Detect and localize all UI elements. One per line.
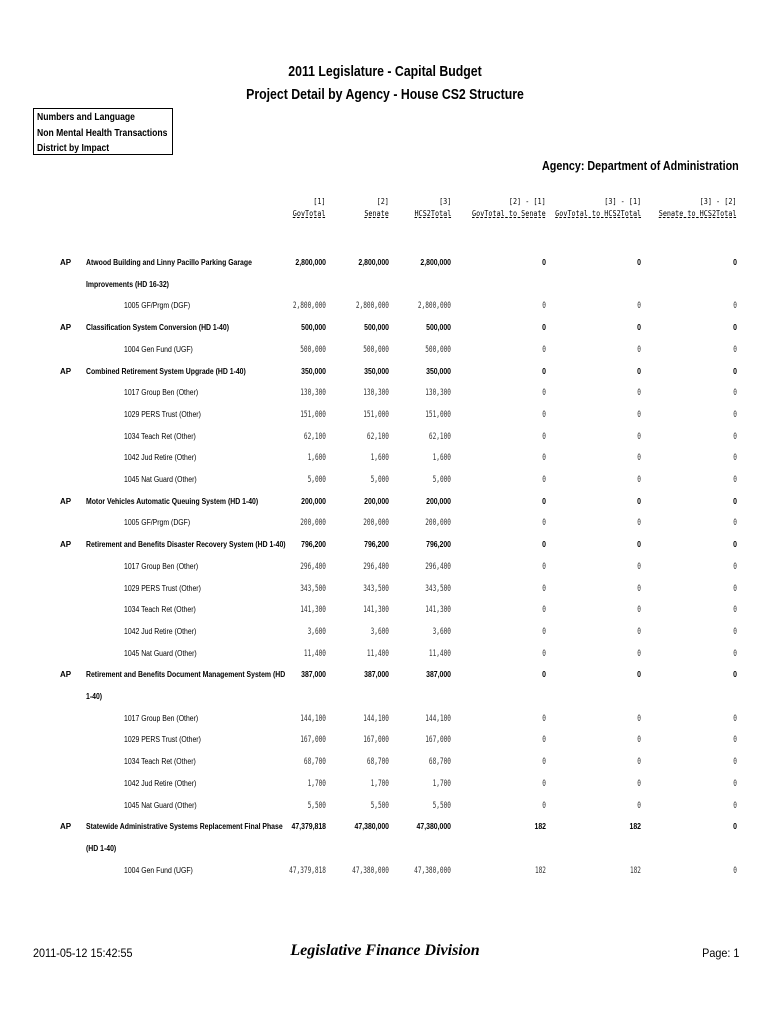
- amount-cell: 1,700: [370, 778, 389, 789]
- fund-row: [0, 475, 770, 489]
- amount-cell: 141,300: [300, 605, 326, 616]
- column-label: Senate: [364, 209, 389, 218]
- fund-source-label: 1042 Jud Retire (Other): [124, 626, 197, 636]
- fund-source-label: 1029 PERS Trust (Other): [124, 409, 201, 419]
- filter-line: Numbers and Language: [37, 112, 135, 123]
- amount-cell: 0: [733, 626, 737, 637]
- amount-cell: 0: [637, 409, 641, 420]
- amount-cell: 0: [542, 670, 546, 680]
- project-name: Motor Vehicles Automatic Queuing System (HD 1-40): [86, 496, 259, 506]
- amount-cell: 0: [637, 323, 641, 333]
- amount-cell: 151,000: [363, 409, 389, 420]
- amount-cell: 47,380,000: [352, 865, 389, 876]
- amount-cell: 2,800,000: [292, 301, 326, 312]
- amount-cell: 0: [733, 344, 737, 355]
- amount-cell: 350,000: [426, 366, 451, 376]
- amount-cell: 5,500: [370, 800, 389, 811]
- fund-row: [0, 605, 770, 619]
- appropriation-code: AP: [60, 258, 72, 267]
- amount-cell: 130,300: [300, 388, 326, 399]
- project-name: (HD 1-40): [86, 843, 117, 853]
- fund-row: [0, 410, 770, 424]
- fund-row: [0, 301, 770, 315]
- amount-cell: 47,380,000: [354, 822, 389, 832]
- filter-box: [33, 108, 173, 155]
- amount-cell: 0: [637, 713, 641, 724]
- fund-source-label: 1004 Gen Fund (UGF): [124, 344, 193, 354]
- column-number: [3] - [2]: [700, 197, 737, 206]
- amount-cell: 3,600: [307, 626, 326, 637]
- amount-cell: 0: [733, 800, 737, 811]
- fund-source-label: 1017 Group Ben (Other): [124, 713, 199, 723]
- amount-cell: 130,300: [363, 388, 389, 399]
- amount-cell: 0: [542, 626, 546, 637]
- filter-line: Non Mental Health Transactions: [37, 127, 168, 139]
- appropriation-code: AP: [60, 822, 72, 832]
- amount-cell: 500,000: [426, 323, 451, 333]
- amount-cell: 0: [733, 670, 737, 680]
- amount-cell: 0: [542, 583, 546, 594]
- amount-cell: 0: [733, 496, 737, 506]
- amount-cell: 0: [733, 540, 737, 550]
- amount-cell: 167,000: [425, 735, 451, 746]
- amount-cell: 144,100: [425, 713, 451, 724]
- project-continuation-row: [0, 692, 770, 706]
- amount-cell: 343,500: [425, 583, 451, 594]
- amount-cell: 62,100: [428, 431, 451, 442]
- fund-source-label: 1017 Group Ben (Other): [124, 561, 199, 571]
- amount-cell: 0: [637, 540, 641, 550]
- fund-row: [0, 584, 770, 598]
- amount-cell: 2,800,000: [420, 258, 451, 267]
- column-header: [293, 196, 326, 220]
- amount-cell: 62,100: [303, 431, 326, 442]
- amount-cell: 182: [534, 822, 546, 832]
- amount-cell: 0: [637, 800, 641, 811]
- amount-cell: 130,300: [425, 388, 451, 399]
- amount-cell: 0: [542, 431, 546, 442]
- amount-cell: 47,380,000: [414, 865, 451, 876]
- fund-source-label: 1034 Teach Ret (Other): [124, 431, 196, 441]
- project-row: [0, 540, 770, 554]
- amount-cell: 343,500: [363, 583, 389, 594]
- amount-cell: 0: [733, 735, 737, 746]
- amount-cell: 0: [637, 496, 641, 506]
- fund-row: [0, 779, 770, 793]
- column-header: [659, 196, 737, 220]
- amount-cell: 343,500: [300, 583, 326, 594]
- amount-cell: 500,000: [363, 344, 389, 355]
- amount-cell: 0: [542, 518, 546, 529]
- amount-cell: 387,000: [301, 670, 326, 680]
- amount-cell: 0: [542, 475, 546, 485]
- amount-cell: 1,700: [432, 778, 451, 789]
- amount-cell: 500,000: [425, 344, 451, 355]
- amount-cell: 500,000: [364, 323, 389, 333]
- amount-cell: 141,300: [363, 605, 389, 616]
- amount-cell: 296,400: [363, 561, 389, 572]
- project-name: Combined Retirement System Upgrade (HD 1-40): [86, 366, 246, 376]
- amount-cell: 182: [629, 822, 641, 832]
- amount-cell: 11,400: [366, 648, 389, 659]
- amount-cell: 0: [733, 323, 737, 333]
- amount-cell: 296,400: [300, 561, 326, 572]
- amount-cell: 796,200: [364, 540, 389, 550]
- amount-cell: 0: [637, 475, 641, 485]
- column-header: [414, 196, 451, 220]
- column-label: GovTotal: [293, 209, 326, 218]
- amount-cell: 0: [542, 605, 546, 616]
- amount-cell: 47,379,818: [291, 822, 326, 832]
- amount-cell: 796,200: [301, 540, 326, 550]
- column-number: [2]: [376, 197, 389, 206]
- project-name: Classification System Conversion (HD 1-40): [86, 323, 230, 333]
- amount-cell: 3,600: [370, 626, 389, 637]
- report-timestamp: 2011-05-12 15:42:55: [33, 946, 133, 960]
- fund-row: [0, 714, 770, 728]
- fund-row: [0, 345, 770, 359]
- amount-cell: 0: [542, 366, 546, 376]
- project-name: Improvements (HD 16-32): [86, 279, 169, 289]
- amount-cell: 387,000: [364, 670, 389, 680]
- filter-line: District by Impact: [37, 143, 110, 154]
- fund-row: [0, 735, 770, 749]
- amount-cell: 0: [733, 757, 737, 768]
- amount-cell: 0: [542, 735, 546, 746]
- amount-cell: 0: [733, 605, 737, 616]
- amount-cell: 0: [637, 626, 641, 637]
- project-name: Atwood Building and Linny Pacillo Parking Garage: [86, 258, 252, 267]
- amount-cell: 0: [542, 713, 546, 724]
- amount-cell: 0: [733, 475, 737, 485]
- amount-cell: 144,100: [363, 713, 389, 724]
- project-name: Statewide Administrative Systems Replacement Final Phase: [86, 822, 283, 832]
- amount-cell: 200,000: [426, 496, 451, 506]
- project-row: [0, 670, 770, 684]
- report-subtitle: Project Detail by Agency - House CS2 Structure: [246, 86, 524, 103]
- amount-cell: 0: [542, 648, 546, 659]
- amount-cell: 0: [637, 518, 641, 529]
- amount-cell: 200,000: [300, 518, 326, 529]
- amount-cell: 182: [534, 865, 546, 876]
- amount-cell: 2,800,000: [417, 301, 451, 312]
- amount-cell: 0: [637, 605, 641, 616]
- amount-cell: 387,000: [426, 670, 451, 680]
- report-title: 2011 Legislature - Capital Budget: [288, 63, 482, 80]
- amount-cell: 200,000: [301, 496, 326, 506]
- amount-cell: 0: [733, 778, 737, 789]
- column-label: Senate to HCS2Total: [659, 209, 737, 218]
- amount-cell: 1,600: [432, 453, 451, 464]
- fund-source-label: 1042 Jud Retire (Other): [124, 778, 197, 788]
- column-number: [3]: [438, 197, 451, 206]
- amount-cell: 0: [733, 865, 737, 876]
- amount-cell: 47,380,000: [416, 822, 451, 832]
- amount-cell: 0: [542, 496, 546, 506]
- amount-cell: 151,000: [300, 409, 326, 420]
- fund-source-label: 1042 Jud Retire (Other): [124, 453, 197, 463]
- amount-cell: 0: [542, 409, 546, 420]
- project-row: [0, 822, 770, 836]
- fund-row: [0, 518, 770, 532]
- amount-cell: 0: [542, 323, 546, 333]
- column-header: [472, 196, 546, 220]
- amount-cell: 0: [733, 453, 737, 464]
- amount-cell: 500,000: [300, 344, 326, 355]
- amount-cell: 0: [733, 561, 737, 572]
- amount-cell: 200,000: [364, 496, 389, 506]
- fund-source-label: 1045 Nat Guard (Other): [124, 800, 197, 810]
- amount-cell: 0: [733, 713, 737, 724]
- amount-cell: 0: [542, 453, 546, 464]
- amount-cell: 0: [637, 453, 641, 464]
- amount-cell: 1,700: [307, 778, 326, 789]
- amount-cell: 5,500: [307, 800, 326, 811]
- amount-cell: 0: [637, 561, 641, 572]
- appropriation-code: AP: [60, 323, 72, 333]
- amount-cell: 144,100: [300, 713, 326, 724]
- amount-cell: 5,000: [307, 475, 326, 485]
- amount-cell: 151,000: [425, 409, 451, 420]
- amount-cell: 296,400: [425, 561, 451, 572]
- amount-cell: 2,800,000: [295, 258, 326, 267]
- fund-row: [0, 866, 770, 880]
- fund-source-label: 1005 GF/Prgm (DGF): [124, 301, 191, 311]
- amount-cell: 0: [733, 648, 737, 659]
- amount-cell: 0: [733, 518, 737, 529]
- amount-cell: 5,500: [432, 800, 451, 811]
- amount-cell: 200,000: [425, 518, 451, 529]
- fund-source-label: 1034 Teach Ret (Other): [124, 757, 196, 767]
- amount-cell: 68,700: [303, 757, 326, 768]
- project-name: Retirement and Benefits Disaster Recovery System (HD 1-40): [86, 540, 286, 550]
- amount-cell: 2,800,000: [358, 258, 389, 267]
- amount-cell: 47,379,818: [289, 865, 326, 876]
- appropriation-code: AP: [60, 540, 72, 550]
- project-continuation-row: [0, 280, 770, 294]
- amount-cell: 0: [637, 301, 641, 312]
- amount-cell: 0: [733, 301, 737, 312]
- column-header: [364, 196, 389, 220]
- amount-cell: 0: [637, 735, 641, 746]
- amount-cell: 3,600: [432, 626, 451, 637]
- amount-cell: 0: [542, 388, 546, 399]
- column-label: GovTotal to Senate: [472, 209, 546, 218]
- amount-cell: 68,700: [428, 757, 451, 768]
- fund-row: [0, 627, 770, 641]
- amount-cell: 0: [637, 258, 641, 267]
- amount-cell: 0: [733, 583, 737, 594]
- amount-cell: 0: [542, 344, 546, 355]
- column-number: [1]: [313, 197, 326, 206]
- amount-cell: 167,000: [363, 735, 389, 746]
- amount-cell: 1,600: [370, 453, 389, 464]
- amount-cell: 68,700: [366, 757, 389, 768]
- amount-cell: 0: [733, 366, 737, 376]
- fund-source-label: 1004 Gen Fund (UGF): [124, 865, 193, 875]
- project-name: 1-40): [86, 692, 103, 701]
- amount-cell: 350,000: [364, 366, 389, 376]
- amount-cell: 0: [542, 757, 546, 768]
- column-label: GovTotal to HCS2Total: [555, 209, 641, 218]
- amount-cell: 0: [637, 583, 641, 594]
- amount-cell: 200,000: [363, 518, 389, 529]
- amount-cell: 5,000: [370, 475, 389, 485]
- project-row: [0, 497, 770, 511]
- amount-cell: 0: [542, 258, 546, 267]
- column-label: HCS2Total: [414, 209, 451, 218]
- fund-source-label: 1045 Nat Guard (Other): [124, 475, 197, 484]
- division-signature: Legislative Finance Division: [290, 942, 480, 959]
- fund-row: [0, 562, 770, 576]
- project-row: [0, 367, 770, 381]
- amount-cell: 0: [637, 670, 641, 680]
- amount-cell: 11,400: [303, 648, 326, 659]
- amount-cell: 1,600: [307, 453, 326, 464]
- appropriation-code: AP: [60, 496, 72, 506]
- fund-row: [0, 801, 770, 815]
- agency-name: Agency: Department of Administration: [542, 159, 739, 173]
- amount-cell: 0: [637, 344, 641, 355]
- fund-row: [0, 453, 770, 467]
- fund-source-label: 1034 Teach Ret (Other): [124, 605, 196, 615]
- amount-cell: 0: [637, 757, 641, 768]
- column-header: [555, 196, 641, 220]
- amount-cell: 2,800,000: [355, 301, 389, 312]
- fund-row: [0, 388, 770, 402]
- amount-cell: 0: [637, 366, 641, 376]
- amount-cell: 0: [637, 648, 641, 659]
- amount-cell: 0: [637, 431, 641, 442]
- fund-row: [0, 649, 770, 663]
- column-number: [3] - [1]: [604, 197, 641, 206]
- fund-source-label: 1017 Group Ben (Other): [124, 388, 199, 398]
- amount-cell: 0: [637, 778, 641, 789]
- amount-cell: 0: [733, 258, 737, 267]
- amount-cell: 0: [637, 388, 641, 399]
- amount-cell: 182: [629, 865, 641, 876]
- appropriation-code: AP: [60, 670, 72, 680]
- project-row: [0, 323, 770, 337]
- project-name: Retirement and Benefits Document Management System (HD: [86, 670, 286, 680]
- fund-source-label: 1005 GF/Prgm (DGF): [124, 518, 191, 528]
- project-row: [0, 258, 770, 272]
- project-continuation-row: [0, 844, 770, 858]
- amount-cell: 5,000: [432, 475, 451, 485]
- amount-cell: 350,000: [301, 366, 326, 376]
- column-number: [2] - [1]: [509, 197, 546, 206]
- fund-row: [0, 432, 770, 446]
- amount-cell: 0: [733, 431, 737, 442]
- appropriation-code: AP: [60, 366, 72, 376]
- amount-cell: 167,000: [300, 735, 326, 746]
- amount-cell: 796,200: [426, 540, 451, 550]
- amount-cell: 0: [542, 778, 546, 789]
- fund-source-label: 1029 PERS Trust (Other): [124, 735, 201, 745]
- amount-cell: 0: [733, 388, 737, 399]
- amount-cell: 141,300: [425, 605, 451, 616]
- amount-cell: 62,100: [366, 431, 389, 442]
- fund-row: [0, 757, 770, 771]
- page-number: Page: 1: [701, 946, 739, 960]
- amount-cell: 0: [733, 409, 737, 420]
- amount-cell: 0: [542, 561, 546, 572]
- fund-source-label: 1029 PERS Trust (Other): [124, 583, 201, 593]
- amount-cell: 500,000: [301, 323, 326, 333]
- amount-cell: 0: [542, 301, 546, 312]
- amount-cell: 11,400: [428, 648, 451, 659]
- amount-cell: 0: [542, 800, 546, 811]
- fund-source-label: 1045 Nat Guard (Other): [124, 648, 197, 658]
- amount-cell: 0: [733, 822, 737, 832]
- amount-cell: 0: [542, 540, 546, 550]
